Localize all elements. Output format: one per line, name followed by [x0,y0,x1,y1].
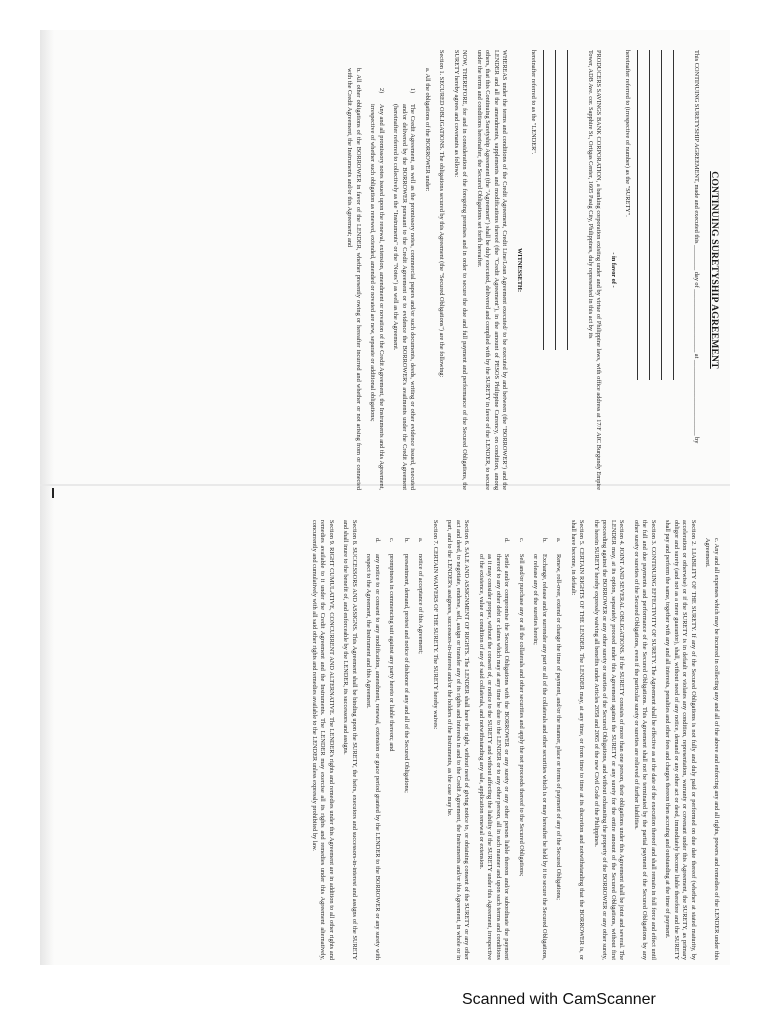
now-therefore-clause: NOW, THEREFORE, for and in consideration of the foregoing premises and in order to secure the due and full payment and performance of the Secured Obligations, the SURETY hereby agrees and covenants as follows: [453,50,469,490]
section-7-item-b: b. presentment, demand, protest and notice of dishonor of any and all of the Secured Obligations; [403,538,410,793]
camscanner-watermark: Scanned with CamScanner [462,991,656,1008]
section-5-item-a: a. Renew, roll-over, extend or change the time of payment, and/or the manner, place or terms of payment of any of the Secured Obligations; [555,538,563,900]
section-7-item-a: a. notice of acceptance of this Agreement; [417,538,425,654]
opening-paragraph: This CONTINUING SURETYSHIP AGREEMENT, made and executed this ________ day of ____________________ at ________________________ by [693,50,700,444]
section-7-item-d: d. any notice to or consent to any modification, amendment, renewal, extension or grace period granted by the LENDER to the BORROWER or any surety with respect to the Agreement, the Instrument and this Agreement. [365,538,381,960]
section-5: Section 5. CERTAIN RIGHTS OF THE LENDER. The LENDER may, at any time, or from time to time at its discretion and notwithstanding that the BORROWER is, or shall have become, in default: [570,520,586,960]
agreement-page-1 [35,50,720,490]
lender-description: PRODUCERS SAVINGS BANK CORPORATION, a banking corporation existing under and by virtue of Philippine laws, with office address at 17/F AIC Burgundy Empire Tower, ADB Ave. cor. Sapphire St., Ortigas Center, 1605 Pasig City, Philippines, duly represented in this act by its [587,50,603,490]
section-6: Section 6. SALE AND ASSIGNMENT OF RIGHTS. The LENDER shall have the right, without need of giving notice to, or obtaining consent of the SURETY or any other act and deed, to negotiate, endorse, sell, assign or transfer any of its rights and interests in and to the Credit Agreement, the Instruments and/or this Agreement, in whole or in part, and to the LENDER's assignees, successors-in-interest and/or the holders of the Instruments, as the case may be. [446,520,471,960]
blank-line [568,50,580,350]
document-title: CONTINUING SURETYSHIP AGREEMENT [709,171,720,369]
blank-line [556,50,568,350]
section-1-item-a1: 1) The Credit Agreement, as well as the promissory notes, commercial papers and/or such documents, deeds, writing or other evidence issued, executed and/or delivered by the BORROWER pursuant to the Credit Agreement or to evidence the BORROWER's availments under the Credit Agreement (hereinafter referred to collectively as the "Instruments" or the "Notes") as well as the Agreement. [392,88,417,490]
blank-line [674,50,686,380]
section-1: Section 1. SECURED OBLIGATIONS. The obligations secured by this Agreement (the "Secured Obligations") are the following: [438,50,446,378]
section-1-item-a2: 2) Any and all promissory notes issued upon the renewal, extension, amendment or novation of the Credit Agreement, the Instruments and this Agreement, irrespective of whether such obligation as renewed, extended, amended or novated are new, separate or additional obligations; [369,88,385,490]
whereas-clause: WHEREAS under the terms and conditions of the Credit Agreement, Credit Line/Loan Agreement executed/ to be executed by and between (the "BORROWER") and the LENDER and all the amendments, supplements and modifications thereof (the "Credit Agreement"), in the amount of PESOS Philippine Currency, on condition, among others, that this Continuing Suretyship Agreement (the "Agreement") shall be duly executed, delivered and complied with by the SURETY in favor of the LENDER, to secure under the terms and conditions hereinafter, the Secured Obligations set forth hereafter. [476,50,509,490]
section-5-item-c: c. Sell and/or purchase any or all the collaterals and other securities and apply the net proceeds thereof to the Secured Obligations; [518,538,525,877]
section-1-item-b: b. All other obligations of the BORROWER in favor of the LENDER, whether presently owing or hereafter incurred and whether or not arising from or connected with the Credit Agreement, the Instruments and/or this Agreement; and [346,68,362,490]
blank-line [650,50,662,380]
agreement-page-2 [35,520,720,960]
section-1-item-a: a. All the obligations of the BORROWER under: [424,68,431,192]
section-5-item-d: d. Settle and/or compromise the Secured Obligations with the BORROWER or any surety or any other person liable thereon and/or subordinate the payment thereof to any other debt or claims which may at any time be due to the LENDER or to any other person, all in such manner and upon such terms and conditions as it may consider proper, without the consent of, or notice to the SURETY and without affecting the liability of the SURETY under this Agreement, irrespective of the existence, value or condition of any of said collaterals, and notwithstanding any sale, application renewal or extension. [478,538,511,960]
witnesseth-heading: WITNESSETH: [516,247,523,293]
section-7: Section 7. CERTAIN WAIVERS OF THE SURETY. The SURETY hereby waives: [432,520,439,730]
section-8: Section 8. SUCCESSORS AND ASSIGNS. This Agreement shall be binding upon the SURETY, the heirs, executors and successors-in-interest and assigns of the SURETY and shall inure to the benefit of, and enforceable by the LENDER, its successors and assigns. [342,520,358,960]
section-7-item-c: c. promptness in commencing suit against any party hereto or liable thereon; and [388,538,396,752]
section-2: Section 2. LIABILITY OF THE SURETY. If any of the Secured Obligations is not fully and duly paid or performed on due date thereof (whether at stated maturity, by acceleration or otherwise) or if the SURETY is in default or violates any condition, representation, warranty or covenant under this Agreement, the SURETY, as primary obligor and surety (and not as a mere guarantor), shall, without need of any notice, demand or any other act or deed, immediately become liable therefore and the SURETY shall pay and perform the same, together with any and all interests, penalties and other fees and charges thereon then accruing and outstanding at the time of payment. [664,520,697,960]
blank-line [662,50,674,380]
section-5-item-b: b. Exchange, release and/or surrender any part or all of the collaterals and other securities which is or may hereafter be held by it to secure the Secured Obligations, or release any of the sureties herein; [532,538,548,960]
in-favor-label: - in favor of - [610,252,617,288]
section-1-item-c: c. Any and all expenses which may be incurred in collecting any and all of the above and enforcing any and all rights, powers and remedies of the LENDER under this Agreement. [704,538,720,960]
section-4: Section 4. JOINT AND SEVERAL OBLIGATIONS. If the SURETY consists of more than one person, their obligations under this Agreement shall be joint and several. The LENDER may, at its option, separately proceed under this Agreement against the SURETY or any surety for the entire amount of the Secured Obligations, without first proceeding against the BORROWER or any other surety or sureties of the Secured Obligations, and without exhausting the property of the BORROWER or any other surety, the herein SURETY hereby expressly waiving all benefits under Articles 2058 and 2065 of the new Civil Code of the Philippines. [593,520,626,960]
section-3: Section 3. CONTINUING EFFECTIVITY OF SURETY. The Agreement shall be effective as at the date of the execution thereof and shall remain in full force and effect until the full and due payments and performance of the Secured Obligations. This Agreement shall not be terminated by the partial payment of the Secured Obligations by any other surety or sureties of the Secured Obligations, even if the particular surety or sureties are relieved of further liabilities. [633,520,657,960]
surety-definition: hereinafter referred to (irrespective of number) as the "SURETY". [624,50,632,217]
blank-line [638,50,650,380]
section-9: Section 9. RIGHT CUMULATIVE, CONCURRENT AND ALTERNATIVE. The LENDER's rights and remedies under this Agreement are in addition to all other rights and remedies available to it under the Credit Agreement and the Instruments. The LENDER may exercise all its rights and remedies under this Agreement alternatively, concurrently and cumulatively with all said other rights and remedies available to the LENDER unless expressly prohibited by law. [311,520,335,960]
lender-definition: hereinafter referred to as the "LENDER". [530,50,538,155]
blank-line [544,50,556,350]
